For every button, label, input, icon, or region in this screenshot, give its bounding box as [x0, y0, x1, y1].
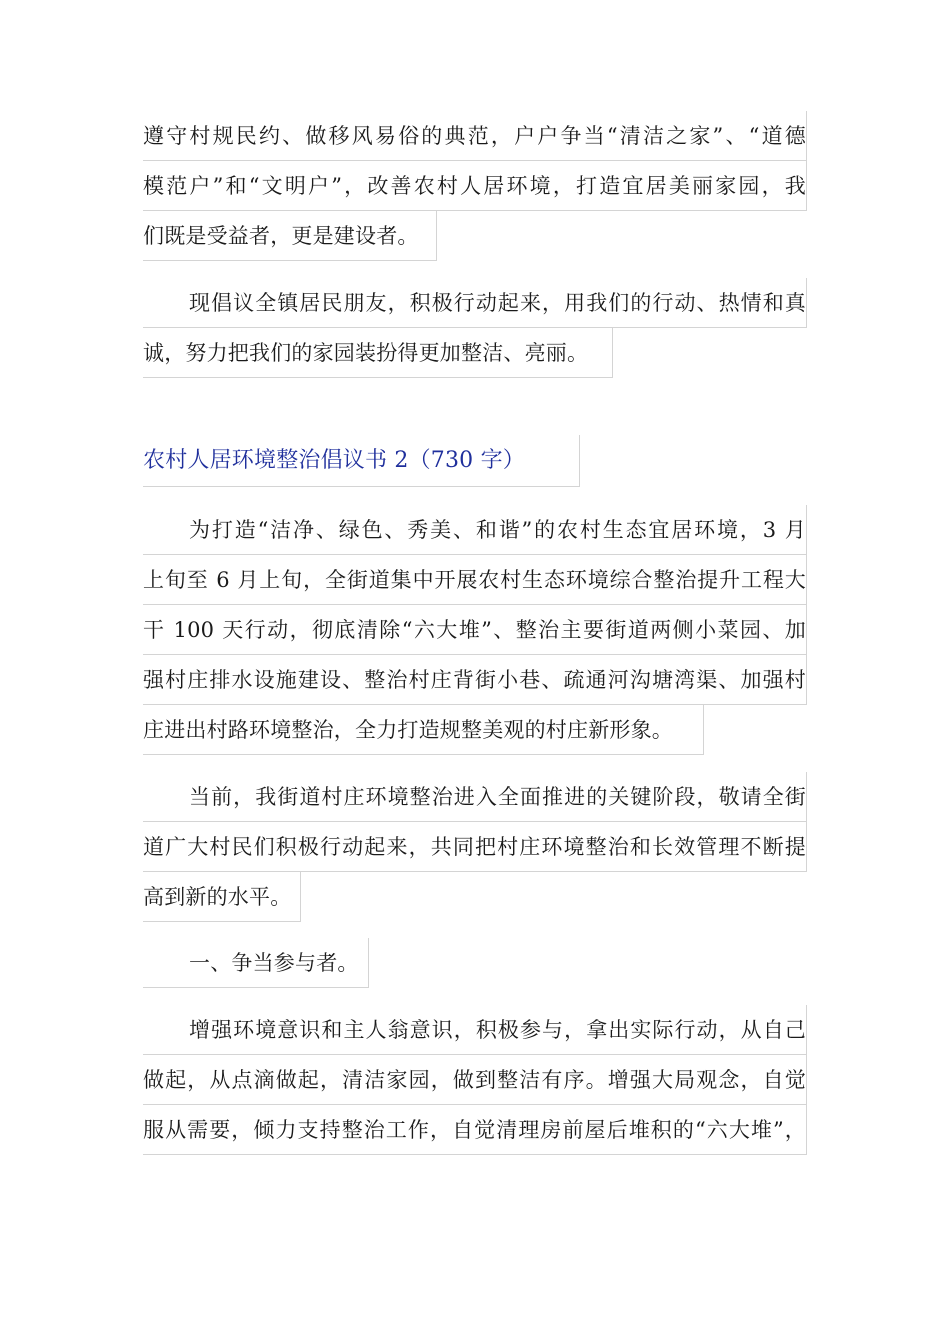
text-line: 上旬至 6 月上旬，全街道集中开展农村生态环境综合整治提升工程大 [143, 555, 807, 605]
text-line: 庄进出村路环境整治，全力打造规整美观的村庄新形象。 [143, 705, 704, 755]
text-line: 当前，我街道村庄环境整治进入全面推进的关键阶段，敬请全街 [143, 772, 807, 822]
text-line: 道广大村民们积极行动起来，共同把村庄环境整治和长效管理不断提 [143, 822, 807, 872]
text-line: 增强环境意识和主人翁意识，积极参与，拿出实际行动，从自己 [143, 1005, 807, 1055]
text-line: 们既是受益者，更是建设者。 [143, 211, 437, 261]
text-line: 为打造“洁净、绿色、秀美、和谐”的农村生态宜居环境，3 月 [143, 505, 807, 555]
text-line: 遵守村规民约、做移风易俗的典范，户户争当“清洁之家”、“道德 [143, 111, 807, 161]
text-line: 强村庄排水设施建设、整治村庄背街小巷、疏通河沟塘湾渠、加强村 [143, 655, 807, 705]
text-line: 干 100 天行动，彻底清除“六大堆”、整治主要街道两侧小菜园、加 [143, 605, 807, 655]
text-line: 诚，努力把我们的家园装扮得更加整洁、亮丽。 [143, 328, 613, 378]
section-heading: 农村人居环境整治倡议书 2（730 字） [143, 435, 580, 487]
text-line: 做起，从点滴做起，清洁家园，做到整洁有序。增强大局观念，自觉 [143, 1055, 807, 1105]
text-line: 现倡议全镇居民朋友，积极行动起来，用我们的行动、热情和真 [143, 278, 807, 328]
text-line: 高到新的水平。 [143, 872, 301, 922]
section-title: 一、争当参与者。 [143, 938, 369, 988]
text-line: 服从需要，倾力支持整治工作，自觉清理房前屋后堆积的“六大堆”， [143, 1105, 807, 1155]
text-line: 模范户”和“文明户”，改善农村人居环境，打造宜居美丽家园，我 [143, 161, 807, 211]
